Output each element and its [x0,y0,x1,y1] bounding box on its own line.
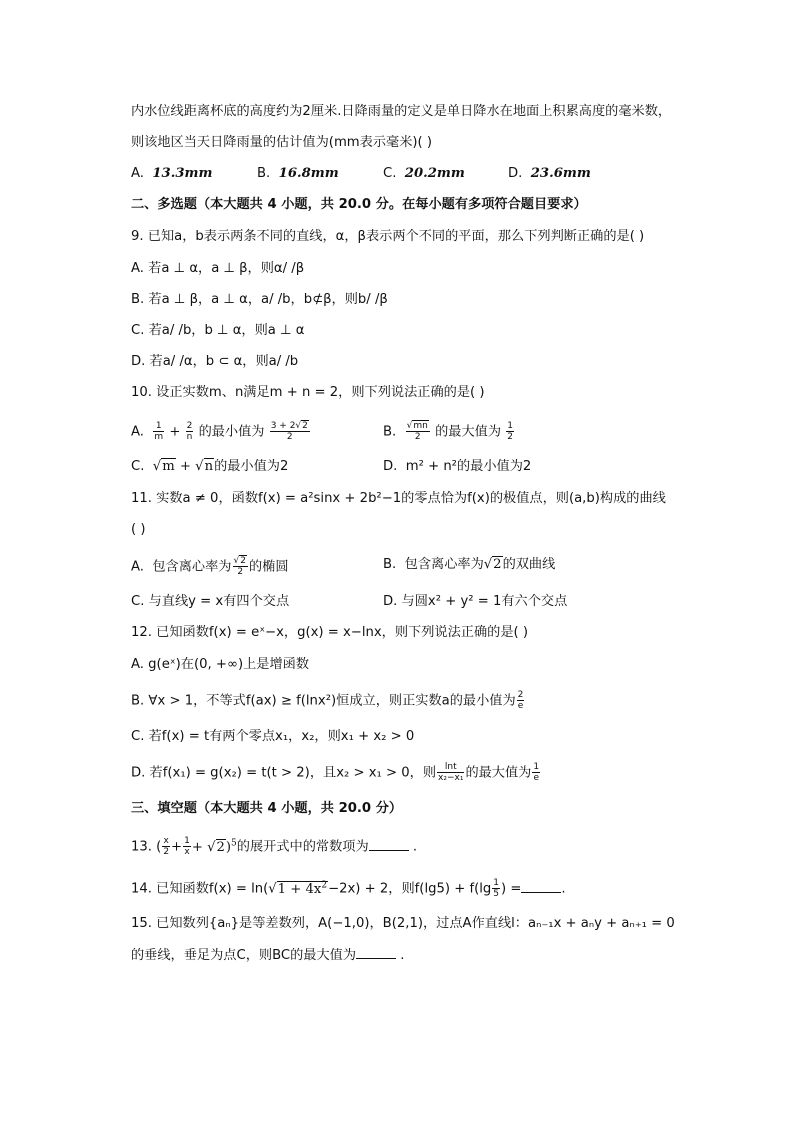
q8-option-d: D. 23.6mm [508,166,591,181]
q11-option-b: B. 包含离心率为√2的双曲线 [383,557,556,572]
answer-blank[interactable] [356,946,396,959]
fraction: $\frac{x}{2}$ [163,836,170,857]
q15-line-2: 的垂线，垂足为点C，则BC的最大值为 . [131,948,405,963]
q9-option-d: D. 若a/ /α，b ⊂ α，则a/ /b [131,354,299,369]
q12-option-d: D. 若f(x₁) = g(x₂) = t(t > 2)，且x₂ > x₁ > 0，则 $\frac{\ln t}{\text{x₂−x₁}}$ 的最大值为 $\frac{1}{e}$ [131,762,540,783]
q10-option-b: B. $\frac{√mn}{2}$ 的最大值为 $\frac{1}{2}$ [383,421,513,442]
section-3-heading: 三、填空题（本大题共 4 小题，共 20.0 分） [131,801,403,816]
q10-option-c: C. √m + √n的最小值为2 [131,459,289,474]
fraction: $\frac{√mn}{2}$ [406,421,428,442]
answer-blank[interactable] [521,880,561,893]
q11-option-c: C. 与直线y = x有四个交点 [131,594,290,609]
fraction: $\frac{1}{2}$ [507,421,513,442]
q12-option-b: B. ∀x > 1，不等式f(ax) ≥ f(lnx²)恒成立，则正实数a的最小值为 $\frac{2}{e}$ [131,690,524,711]
q12-stem: 12. 已知函数f(x) = eˣ−x，g(x) = x−lnx，则下列说法正确的是( ) [131,625,529,640]
q12-option-a: A. g(eˣ)在(0, +∞)上是增函数 [131,657,310,672]
q9-stem: 9. 已知a，b表示两条不同的直线，α，β表示两个不同的平面，那么下列判断正确的是( ) [131,229,645,244]
q15-line-1: 15. 已知数列{aₙ}是等差数列，A(−1,0)，B(2,1)，过点A作直线l：aₙ₋₁x + aₙy + aₙ₊₁ = 0 [131,916,675,931]
fraction: $\frac{√2}{2}$ [233,556,246,577]
q8-option-c: C. 20.2mm [383,166,465,181]
fraction: $\frac{1}{5}$ [493,878,499,899]
q13: 13. ( $\frac{x}{2}$ + $\frac{1}{x}$ + √2)$^5$的展开式中的常数项为 . [131,836,418,857]
q10-stem: 10. 设正实数m、n满足m + n = 2，则下列说法正确的是( ) [131,385,485,400]
q8-option-a: A. 13.3mm [131,166,213,181]
section-2-heading: 二、多选题（本大题共 4 小题，共 20.0 分。在每小题有多项符合题目要求） [131,197,587,212]
intro-line-2: 则该地区当天日降雨量的估计值为(mm表示毫米)( ) [131,135,433,150]
q11-option-d: D. 与圆x² + y² = 1有六个交点 [383,594,568,609]
q10-option-a: A. $\frac{1}{m}$ + $\frac{2}{n}$ 的最小值为 $\frac{3 + 2√2}{2}$ [131,421,308,442]
fraction: $\frac{1}{x}$ [184,836,190,857]
q11-stem-2: ( ) [131,522,146,537]
answer-blank[interactable] [369,838,409,851]
fraction: $\frac{2}{e}$ [517,690,524,711]
q9-option-b: B. 若a ⊥ β，a ⊥ α，a/ /b，b⊄β，则b/ /β [131,292,388,307]
q9-option-c: C. 若a/ /b，b ⊥ α，则a ⊥ α [131,323,305,338]
fraction: $\frac{1}{e}$ [533,762,540,783]
fraction: $\frac{1}{m}$ [154,421,164,442]
q12-option-c: C. 若f(x) = t有两个零点x₁，x₂，则x₁ + x₂ > 0 [131,729,415,744]
q14: 14. 已知函数$f(x) = \ln(√1 + 4x^2-2x) + 2$，则f(lg5) + f(lg $\frac{1}{5}$ ) = . [131,878,566,899]
q11-option-a: A. 包含离心率为 $\frac{√2}{2}$ 的椭圆 [131,556,289,577]
fraction: $\frac{2}{n}$ [186,421,193,442]
q8-option-b: B. 16.8mm [257,166,339,181]
q10-option-d: D. m² + n²的最小值为2 [383,459,532,474]
fraction: $\frac{\ln t}{\text{x₂−x₁}}$ [438,762,464,783]
intro-line-1: 内水位线距离杯底的高度约为2厘米.日降雨量的定义是单日降水在地面上积累高度的毫米数， [131,104,672,119]
q9-option-a: A. 若a ⊥ α，a ⊥ β，则α/ /β [131,261,305,276]
fraction: $\frac{3 + 2√2}{2}$ [270,421,308,442]
q11-stem: 11. 实数a ≠ 0，函数f(x) = a²sinx + 2b²−1的零点恰为f(x)的极值点，则(a,b)构成的曲线 [131,491,666,506]
